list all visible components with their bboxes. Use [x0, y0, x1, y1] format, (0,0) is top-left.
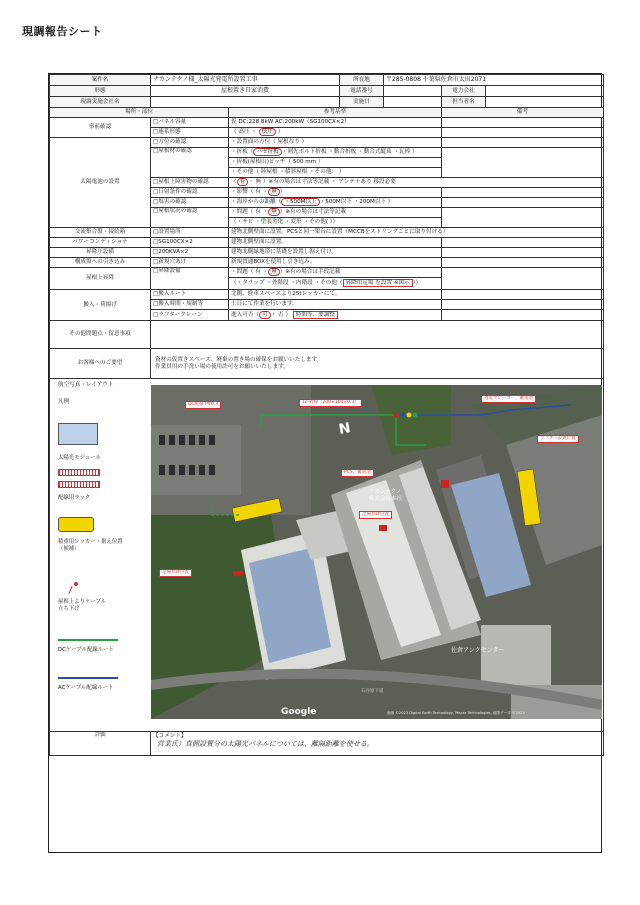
obstacle-value: （ 有 ・ 無 ）※有の場合は寸法等記載 ・ アンテナあり 移設必要 [229, 178, 604, 188]
legend-title: 凡例 [58, 399, 70, 405]
ladder-value-2: （・タラップ ・外階段 ・内階段 ・その他（ 昇降用足場 を設置 ※図示 ）） [229, 278, 442, 290]
note-cell[interactable] [442, 310, 604, 321]
aerial-map[interactable] [151, 385, 602, 719]
direction-label: □方位の確認 [151, 138, 229, 148]
report-form [48, 73, 602, 853]
location-label: 所在地 [340, 75, 384, 86]
date-value[interactable] [384, 97, 442, 108]
roof-material-label: □屋根材の確認 [151, 148, 229, 178]
junction-label: □設置場所 [151, 228, 229, 238]
customer-request-line-1: 資材の仮置きスペース、廃棄の置き場の確保をお願いいたします。 [155, 356, 323, 363]
obstacle-label: □屋根上障害物の確認 [151, 178, 229, 188]
legend-crane: 積重用レッカー・据え位置 （候補） [58, 539, 123, 552]
comment-handwritten: 営業氏）真側設置分の太陽光パネルについては、離隔距離を使せる。 [157, 739, 374, 748]
note-cell[interactable] [442, 268, 604, 290]
sunlight-label: □日射条件の確認 [151, 188, 229, 198]
photo-section-title: 航空写真・レイアウト [58, 382, 114, 388]
storage-label: □搬入時間・規制等 [151, 300, 229, 310]
crane-value: 進入可否（ 可 ・ 否 ） 時間等、要調整 [229, 310, 442, 321]
note-cell[interactable] [442, 238, 604, 248]
section-roof-access: 屋根上昇降 [50, 268, 151, 290]
report-table [49, 74, 604, 756]
panel-capacity-value: 仮 DC:228.8kW AC:200kW（SG100CX×2） [229, 118, 442, 128]
person-value[interactable] [486, 97, 604, 108]
layout-cell [50, 379, 604, 732]
map-label-scaffold-1: 足場昇降位置 [359, 511, 392, 519]
pcs-value: 建物北側壁面に設置。 [229, 238, 442, 248]
crane-label: □ラフタークレーン [151, 310, 229, 321]
section-pcs: パワーコンディショナ [50, 238, 151, 248]
map-credit: 画像 ©2023 Digital Earth Technology, Maxar Technologies, 地図データ ©2023 [387, 711, 525, 715]
ladder-value-1: ・問題（ 有 ・ 無 ）※有の場合は手段記載 [229, 268, 442, 278]
roof-material-value-3: ・その他（ 陸屋根 ・積斜屋根 ・その他： ） [229, 168, 442, 178]
map-label-breaker: 過電ブレーカー、蓄電池 [481, 395, 536, 403]
solar-module-swatch [58, 423, 98, 445]
map-label-road: 石谷原下道 [361, 689, 384, 694]
section-customer-request: お客様へのご要望 [50, 349, 151, 379]
drop-point-icon [74, 582, 78, 586]
note-cell[interactable] [442, 138, 604, 148]
legend-dc: DCケーブル配線ルート [58, 647, 114, 653]
note-cell[interactable] [442, 258, 604, 268]
note-cell[interactable] [442, 118, 604, 128]
ac-route-swatch [58, 677, 118, 679]
map-label-center: 佐倉アンクセンター [451, 647, 505, 654]
direction-value: ・設置面の方位（ 屋根なり ） [229, 138, 442, 148]
salt-damage-label: □塩害の確認 [151, 198, 229, 208]
salt-damage-value: ・海岸からの距離（ ・500M以上 ・500M以下 ・200M以下 ） [229, 198, 442, 208]
map-label-pcs: PCS、蓄電池 [341, 469, 374, 477]
legend-solar: 太陽光モジュール [58, 455, 101, 461]
cable-in-value: 新規貫通BOXを使用し引き込み。 [229, 258, 442, 268]
roof-status-value-2: （・サビ ・塗装劣化 ・変形 ・その他( ）） [229, 218, 442, 228]
type-label: 形態 [50, 86, 151, 97]
route-value: 北側、駐車スペースより25tレッカーにて。 [229, 290, 442, 300]
col-place: 場所・部位 [50, 108, 229, 118]
connection-type-label: □連系形態 [151, 128, 229, 138]
map-label-dc: DC配線 PV0.3 [185, 401, 221, 409]
note-cell[interactable] [442, 128, 604, 138]
power-company-label: 電力会社 [442, 86, 486, 97]
note-cell[interactable] [442, 148, 604, 178]
date-label: 実施日 [340, 97, 384, 108]
note-cell[interactable] [442, 208, 604, 228]
col-standard: 参考基準 [229, 108, 442, 118]
document-title: 現調報告シート [22, 25, 103, 38]
section-transformer: 昇降圧設備 [50, 248, 151, 258]
roof-material-value-2: ・折板(屋根山)ピッチ（ 500 mm ） [229, 158, 442, 168]
phone-label: 電話番号 [340, 86, 384, 97]
aerial-map-graphic [151, 385, 602, 719]
location-value: 〒285-0808 千葉県佐倉市太田2071 [384, 75, 604, 86]
note-cell[interactable] [442, 290, 604, 300]
customer-request-value [151, 349, 604, 379]
section-eval: 評価 [50, 732, 151, 756]
dc-route-swatch [58, 639, 118, 641]
transformer-label: □200KVA×2 [151, 248, 229, 258]
storage-value: 土日にて作業を行います。 [229, 300, 442, 310]
haze-circled: ハゼ折板 [253, 148, 281, 156]
pcs-label: □SG100CX×2 [151, 238, 229, 248]
section-carry: 搬入・荷揚げ [50, 290, 151, 321]
project-label: 案件名 [50, 75, 151, 86]
roof-status-label: □屋根状況の確認 [151, 208, 229, 228]
roof-status-value-1: ・問題（ 有 ・ 無 ）※有の場合は寸法等記載 [229, 208, 442, 218]
sunlight-value: ・影響（ 有 ・ 無 ） [229, 188, 442, 198]
panel-capacity-label: □パネル容量 [151, 118, 229, 128]
compass-n-icon: N [337, 420, 352, 438]
note-cell[interactable] [442, 248, 604, 258]
legend-rack: 配線用ラック [58, 495, 91, 501]
section-other-issues: その他問題点・留意事項 [50, 321, 151, 349]
customer-request-line-2: 作業員用の手洗い場の使用許可をお願いいたします。 [155, 363, 289, 370]
legend-panel [50, 379, 149, 731]
transformer-value: 建物北側緑地帯に基礎を設置し据え付け。 [229, 248, 442, 258]
map-label-ac: 1c-幹線（200×100×0.3） [299, 399, 362, 407]
other-issues-value[interactable] [151, 321, 604, 349]
note-cell[interactable] [442, 188, 604, 198]
scaffold-boxed: 昇降用足場 を設置 ※図示 [343, 279, 413, 287]
comment-label: 【コメント】 [153, 733, 187, 739]
phone-value[interactable] [384, 86, 442, 97]
survey-company-value[interactable] [151, 97, 340, 108]
cable-in-label: □新規穴あけ [151, 258, 229, 268]
legend-drop: 屋根上よりケーブル 立ち下げ [58, 599, 107, 612]
rack-swatch-1 [58, 469, 100, 476]
ladder-label: □昇降設備 [151, 268, 229, 290]
map-label-scaffold-2: 足場昇降位置 [159, 569, 192, 577]
map-label-company: ナカンテクノ 株式会社本社 [369, 489, 403, 502]
low-voltage-circled: 低圧 [259, 128, 276, 136]
section-solar: 太陽電池の設置 [50, 138, 151, 228]
comment-cell[interactable] [151, 732, 604, 756]
person-label: 担当者名 [442, 97, 486, 108]
section-prior: 事前確認 [50, 118, 151, 138]
map-label-crane: ラフター設置位置 [537, 435, 579, 443]
route-label: □搬入ルート [151, 290, 229, 300]
google-logo: Google [281, 707, 317, 717]
drop-line-icon [68, 586, 72, 594]
section-cable-in: 構成盤への引き込み [50, 258, 151, 268]
junction-value: 建物北側壁面に設置。PCSと同一架台に設置（MCCBをストリングごとに取り付ける） [229, 228, 604, 238]
note-cell[interactable] [442, 198, 604, 208]
survey-company-label: 現調実施会社名 [50, 97, 151, 108]
legend-ac: ACケーブル配線ルート [58, 685, 114, 691]
col-note: 備考 [442, 108, 604, 118]
section-junction: 交流集合盤・接続箱 [50, 228, 151, 238]
connection-type-value: （ 高圧 ・ 低圧 ） [229, 128, 442, 138]
project-value: ナカンテクノ様_太陽光発電所設置工事 [151, 75, 340, 86]
type-value: 屋根置き自家消費 [151, 86, 340, 97]
rack-swatch-2 [58, 481, 100, 488]
roof-material-value-1: ・折板（ ハゼ折板 ・剣先ボルト折板 ・動合折板 ・動合式縦葺 ・瓦棒 ） [229, 148, 442, 158]
power-company-value[interactable] [486, 86, 604, 97]
note-cell[interactable] [442, 300, 604, 310]
crane-swatch [58, 517, 94, 532]
